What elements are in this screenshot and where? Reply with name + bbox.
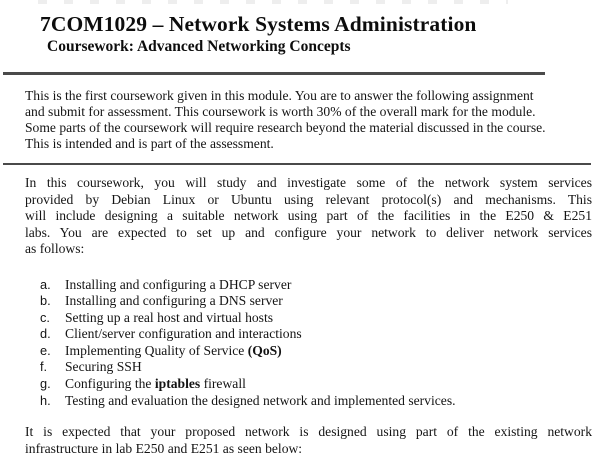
task-marker: f. bbox=[40, 359, 48, 375]
task-text: Configuring the iptables firewall bbox=[65, 376, 246, 392]
task-marker: a. bbox=[40, 276, 51, 292]
task-text: Client/server configuration and interactions bbox=[65, 326, 302, 342]
task-marker: d. bbox=[40, 326, 51, 342]
task-item-h bbox=[40, 393, 606, 410]
body-line: In this coursework, you will study and investigate some of the network system services bbox=[25, 175, 592, 190]
intro-line: Some parts of the coursework will require research beyond the material discussed in the course. bbox=[25, 119, 546, 135]
task-text: Installing and configuring a DNS server bbox=[65, 293, 283, 309]
body-line: will include designing a suitable network using part of the facilities in the E250 & E251 bbox=[25, 208, 592, 223]
task-item-g bbox=[40, 376, 606, 393]
task-item-d bbox=[40, 326, 606, 343]
task-marker: g. bbox=[40, 376, 51, 392]
task-text: Installing and configuring a DHCP server bbox=[65, 276, 292, 292]
closing-paragraph bbox=[25, 424, 592, 457]
closing-line: It is expected that your proposed network is designed using part of the existing network bbox=[25, 424, 592, 440]
intro-line: This is intended and is part of the assessment. bbox=[25, 135, 274, 151]
task-marker: e. bbox=[40, 342, 51, 358]
task-item-e bbox=[40, 343, 606, 360]
body-line: provided by Debian Linux or Ubuntu using relevant protocol(s) and mechanisms. This bbox=[25, 191, 592, 207]
task-text: Securing SSH bbox=[65, 359, 142, 375]
body-line: as follows: bbox=[25, 241, 85, 256]
task-item-b bbox=[40, 293, 606, 310]
task-marker: c. bbox=[40, 309, 50, 325]
task-marker: b. bbox=[40, 293, 51, 309]
intro-line: This is the first coursework given in this module. You are to answer the following assignment bbox=[25, 87, 534, 103]
task-item-f bbox=[40, 359, 606, 376]
closing-line: infrastructure in lab E250 and E251 as seen below: bbox=[25, 440, 303, 456]
horizontal-rule-middle bbox=[3, 163, 591, 166]
intro-paragraph bbox=[25, 88, 606, 152]
task-item-c bbox=[40, 310, 606, 327]
task-text: Testing and evaluation the designed network and implemented services. bbox=[65, 392, 456, 408]
body-paragraph bbox=[25, 175, 592, 258]
intro-line: and submit for assessment. This coursework is worth 30% of the overall mark for the module. bbox=[25, 103, 536, 119]
task-text: Implementing Quality of Service (QoS) bbox=[65, 342, 282, 358]
body-line: labs. You are expected to set up and configure your network to deliver network services bbox=[25, 224, 592, 240]
horizontal-rule-top bbox=[3, 72, 545, 75]
task-text: Setting up a real host and virtual hosts bbox=[65, 309, 274, 325]
task-item-a bbox=[40, 277, 606, 294]
coursework-subtitle: Coursework: Advanced Networking Concepts bbox=[47, 38, 351, 55]
module-title: 7COM1029 – Network Systems Administration bbox=[40, 12, 477, 36]
task-marker: h. bbox=[40, 392, 51, 408]
cropped-text-remnant bbox=[38, 0, 508, 4]
task-list bbox=[40, 277, 606, 410]
